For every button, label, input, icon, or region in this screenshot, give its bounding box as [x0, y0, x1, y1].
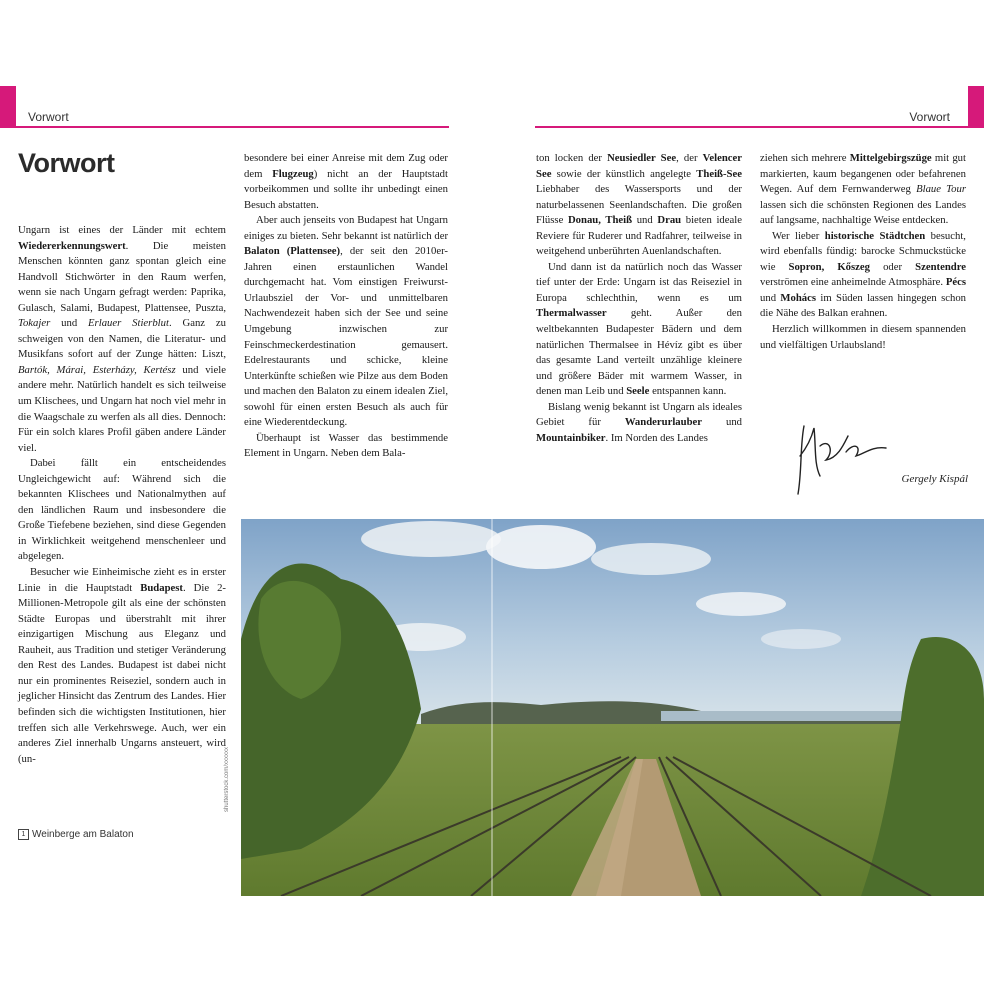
- caption-text: Weinberge am Balaton: [32, 829, 134, 841]
- photo-credit: shutterstock.com/xxxxxx: [224, 746, 230, 812]
- text-column-4: [760, 151, 966, 353]
- paragraph: besondere bei einer Anreise mit dem Zug oder dem Flugzeug) nicht an der Hauptstadt vorbeikommen und sollte ihr unbedingt einen Besuch abstatten.: [244, 152, 448, 211]
- chapter-tab-right: [968, 86, 984, 128]
- page-title: Vorwort: [18, 148, 115, 178]
- paragraph: Und dann ist da natürlich noch das Wasser tief unter der Erde: Ungarn ist das Reiseziel in Europa schlechthin, wenn es um Thermalwasser geht. Außer den weltbekannten Budapester Bädern und dem natürlichen Thermalsee in Hévíz gibt es über das gesamte Land verteilt unzählige kleinere und größere Bäder mit warmem Wasser, in denen man Leib und Seele entspannen kann.: [536, 260, 742, 398]
- text-column-2: [244, 151, 448, 462]
- paragraph: Besucher wie Einheimische zieht es in erster Linie in die Hauptstadt Budapest. Die 2-Millionen-Metropole gilt als eine der schönsten Städte Europas und überstrahlt mit ihrer einzigartigen Mischung aus Eleganz und Rauheit, aus Tradition und stetiger Veränderung den Rest des Landes. Budapest ist dabei nicht nur ein prominentes Reiseziel, sondern auch in jeglicher Hinsicht das Zentrum des Landes. Hier befinden sich die wichtigsten Institutionen, hier treffen sich alle Verkehrswege. Auch, wer ein anderes Ziel innerhalb Ungarns ansteuert, wird (un-: [18, 566, 226, 765]
- paragraph: Ungarn ist eines der Länder mit echtem Wiedererkennungswert. Die meisten Menschen könnten ganz spontan gleich eine Handvoll Stichwörter in den Raum werfen, wenn sie nach Ungarn gefragt werden: Paprika, Gulasch, Salami, Budapest, Plattensee, Puszta, Tokajer und Erlauer Stierblut. Ganz zu schweigen von den Namen, die Literatur- und Musikfans sofort auf der Zunge hätten: Liszt, Bartók, Márai, Esterházy, Kertész und viele andere mehr. Natürlich handelt es sich teilweise um Klischees, und Ungarn hat noch viel mehr in die Waagschale zu werfen als all dies. Dennoch: Für ein solch klares Profil gäben andere Länder viel.: [18, 224, 227, 454]
- author-name: Gergely Kispál: [901, 473, 968, 485]
- paragraph: ziehen sich mehrere Mittelgebirgszüge mit gut markierten, kaum begangenen oder befahrenen Wegen. Auf dem Fernwanderweg Blaue Tour lassen sich die schönsten Regionen des Landes auf langsame, nachhaltige Weise entdecken.: [760, 152, 966, 227]
- paragraph: Bislang wenig bekannt ist Ungarn als ideales Gebiet für Wanderurlauber und Mountainbiker. Im Norden des Landes: [536, 400, 742, 444]
- text-column-1: [18, 223, 226, 767]
- header-rule-right: [535, 126, 968, 128]
- text-column-3: [536, 151, 742, 446]
- vineyard-photo: [241, 519, 984, 896]
- paragraph: ton locken der Neusiedler See, der Velencer See sowie der künstlich angelegte Theiß-See Liebhaber des Wassersports und der naturbelassenen Seenlandschaften. Die großen Flüsse Donau, Theiß und Drau bieten ideale Reviere für Ruderer und Radfahrer, teilweise in weitgehend unberührten Auenlandschaften.: [536, 152, 742, 258]
- header-rule-left: [16, 126, 449, 128]
- paragraph: Dabei fällt ein entscheidendes Ungleichgewicht auf: Während sich die bekannten Klischees und Nationalmythen auf den ländlichen Raum und insbesondere die Große Tiefebene beziehen, sind diese Gegenden in Wirklichkeit weitgehend menschenleer und abgelegen.: [18, 457, 226, 563]
- paragraph: Wer lieber historische Städtchen besucht, wird ebenfalls fündig: barocke Schmuckstücke wie Sopron, Kőszeg oder Szentendre verströmen eine anheimelnde Atmosphäre. Pécs und Mohács im Süden lassen hingegen schon die Nähe des Balkan erahnen.: [760, 229, 967, 320]
- running-head-left: Vorwort: [28, 110, 69, 124]
- photo-caption: [18, 829, 134, 840]
- author-signature: [790, 416, 900, 498]
- paragraph: Aber auch jenseits von Budapest hat Ungarn einiges zu bieten. Sehr bekannt ist natürlich der Balaton (Plattensee), der seit den 2010er-Jahren einen erstaunlichen Wandel durchgemacht hat. Vom einstigen Freiwurst-Urlaubsziel der Vor- und unmittelbaren Nachwendezeit haben sich der See und seine Umgebung inzwischen zur Feinschmeckerdestination gemausert. Edelrestaurants und schicke, kleine Unterkünfte schießen wie Pilze aus dem Boden und machen den Balaton zu einem idealen Ziel, sowohl für einen ersten Besuch als auch für eine Wiederentdeckung.: [244, 214, 448, 429]
- caption-number-icon: 1: [18, 829, 29, 840]
- running-head-right: Vorwort: [909, 110, 950, 124]
- paragraph: Überhaupt ist Wasser das bestimmende Element in Ungarn. Neben dem Bala-: [244, 431, 448, 460]
- chapter-tab-left: [0, 86, 16, 128]
- paragraph: Herzlich willkommen in diesem spannenden und vielfältigen Urlaubsland!: [760, 323, 966, 351]
